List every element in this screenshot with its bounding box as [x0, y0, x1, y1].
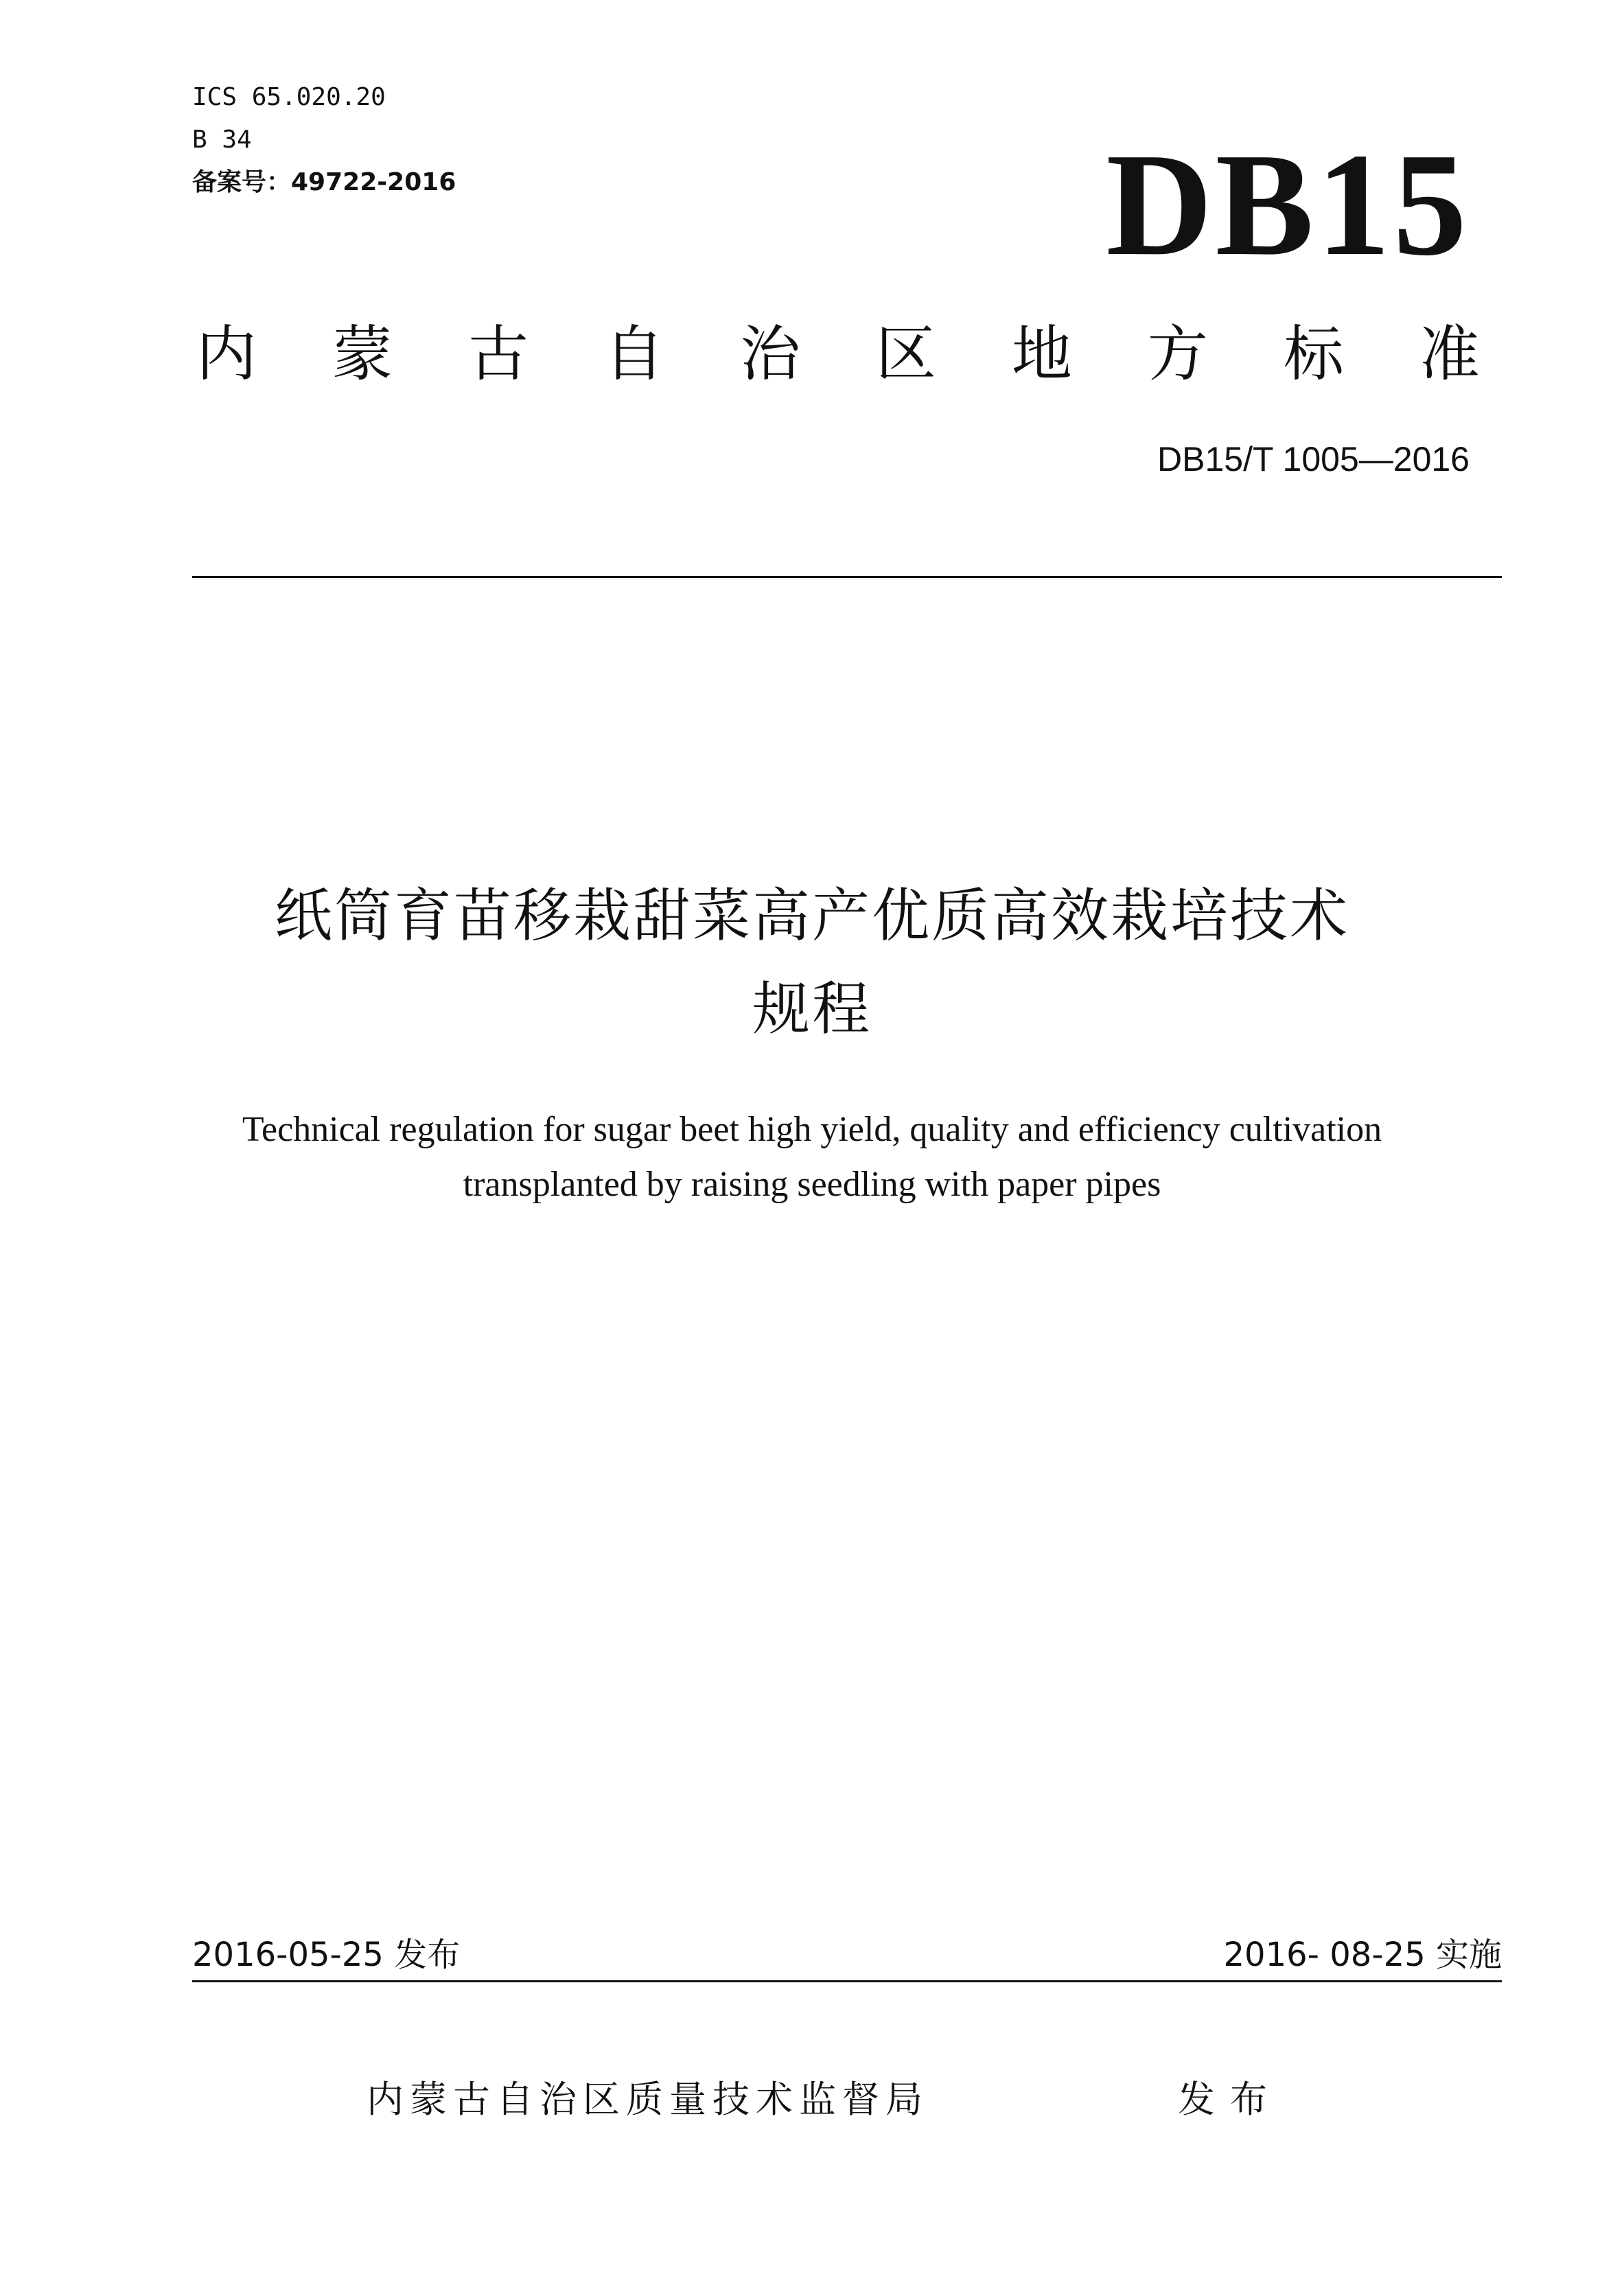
title-english-line-1: Technical regulation for sugar beet high yield, quality and efficiency cultivation — [242, 1110, 1382, 1149]
implementation-date: 2016- 08-25 实施 — [1223, 1936, 1502, 1974]
standard-type-char: 古 — [467, 318, 529, 389]
db15-logo: DB15 — [1106, 122, 1470, 286]
standard-type-char: 内 — [196, 318, 257, 389]
title-chinese-line-1: 纸筒育苗移栽甜菜高产优质高效栽培技术 — [274, 882, 1349, 949]
ccs-code: B 34 — [192, 126, 252, 154]
standard-number: DB15/T 1005—2016 — [1157, 440, 1470, 478]
issuing-authority: 内蒙古自治区质量技术监督局 — [367, 2078, 929, 2121]
standard-type-char: 地 — [1011, 318, 1072, 389]
standard-type-char: 蒙 — [332, 318, 393, 389]
standard-type-char: 方 — [1147, 318, 1208, 389]
standard-type-char: 区 — [875, 318, 936, 389]
title-chinese-line-2: 规程 — [752, 975, 872, 1043]
top-divider — [192, 576, 1502, 578]
filing-number: 备案号：49722-2016 — [192, 168, 456, 196]
standard-type-heading — [196, 318, 1480, 389]
standard-type-char: 治 — [739, 318, 800, 389]
title-english-line-2: transplanted by raising seedling with paper pipes — [463, 1165, 1161, 1204]
issuing-action: 发布 — [1178, 2078, 1282, 2121]
standard-type-char: 标 — [1283, 318, 1344, 389]
standard-type-char: 准 — [1419, 318, 1480, 389]
ics-code: ICS 65.020.20 — [192, 83, 386, 111]
issue-date: 2016-05-25 发布 — [192, 1936, 461, 1974]
bottom-divider — [192, 1980, 1502, 1982]
standard-type-char: 自 — [603, 318, 664, 389]
